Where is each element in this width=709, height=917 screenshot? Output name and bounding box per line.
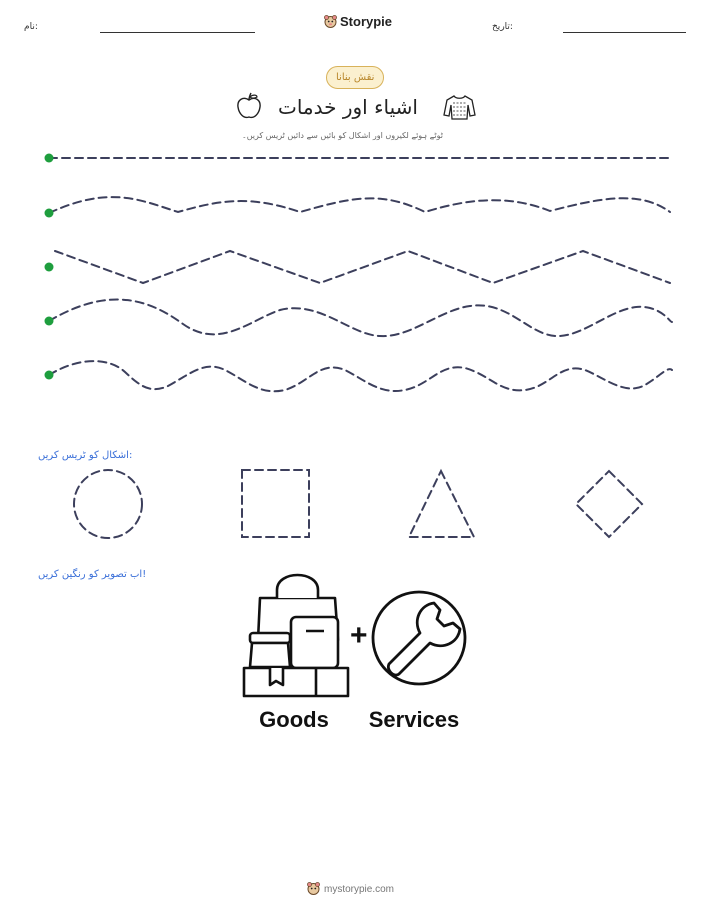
date-label: تاریخ: [492,22,513,32]
start-dot-4 [45,317,54,326]
page-title: اشیاء اور خدمات [278,95,418,119]
trace-line-wave-3[interactable] [49,361,672,391]
services-caption: Services [368,707,460,732]
jar-icon [250,633,290,667]
trace-triangle[interactable] [409,471,474,537]
trace-diamond[interactable] [576,471,642,537]
trace-square[interactable] [242,470,309,537]
name-label: نام: [24,22,38,32]
trace-line-wave-1[interactable] [49,197,670,213]
brand-name: Storypie [340,14,393,29]
shapes-section-label: اشکال کو ٹریس کریں: [38,450,133,461]
start-dot-2 [45,209,54,218]
footer-url[interactable]: mystorypie.com [324,883,395,895]
activity-badge: نقش بنانا [326,66,384,89]
plus-sign: + [350,619,368,652]
goods-and-services-picture[interactable] [240,574,480,734]
goods-caption: Goods [259,707,329,732]
boxes-icon [244,668,348,696]
trace-line-zigzag[interactable] [55,251,670,283]
wrench-icon [373,592,465,684]
trace-shapes [0,460,709,550]
start-dot-3 [45,263,54,272]
footer [307,882,394,896]
tracing-lines [0,0,709,420]
start-dot-5 [45,371,54,380]
coloring-section-label: اب تصویر کو رنگین کریں! [38,569,147,580]
trace-line-wave-2[interactable] [49,300,672,337]
device-icon [291,617,338,668]
storypie-mascot-icon [307,882,320,896]
trace-circle[interactable] [74,470,142,538]
instructions: ٹوٹے ہوئے لکیروں اور اشکال کو بائیں سے دائیں ٹریس کریں۔ [242,131,443,140]
start-dot-1 [45,154,54,163]
